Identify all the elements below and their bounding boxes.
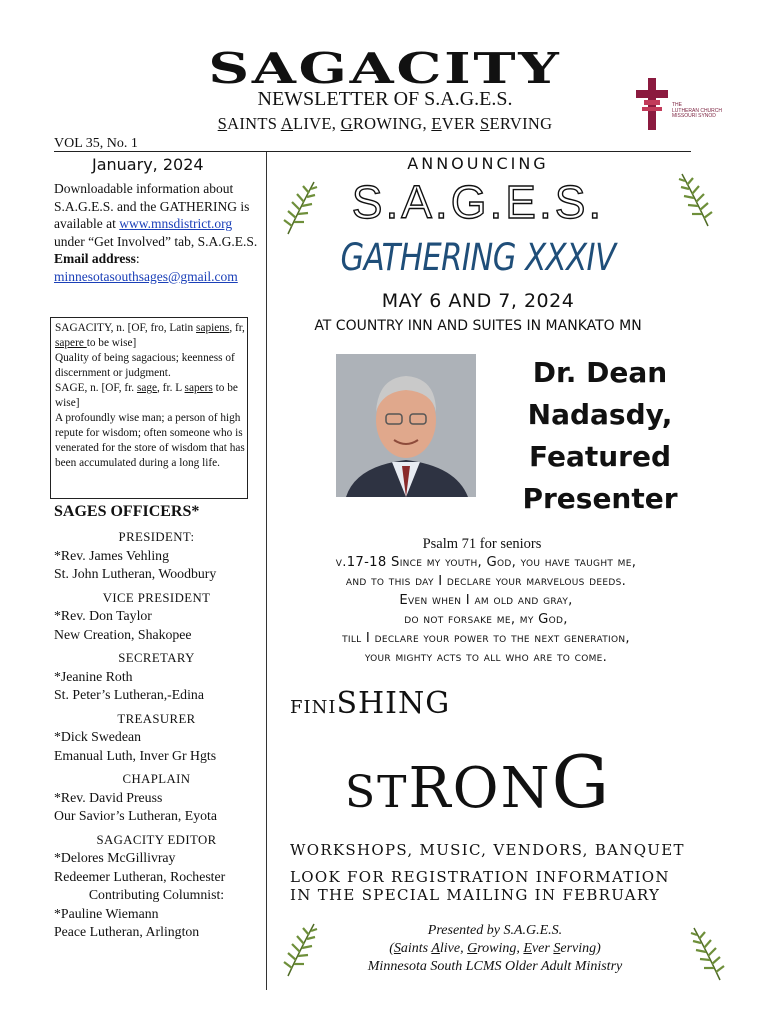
newsletter-title: SAGACITY <box>208 44 562 93</box>
officer-name: *Rev. Don Taylor <box>54 608 152 623</box>
featured-presenter <box>500 352 700 520</box>
officer-church: Peace Lutheran, Arlington <box>54 924 200 939</box>
palm-leaf-icon <box>688 924 728 984</box>
strong-word: STRONG <box>345 740 612 824</box>
definition-text: Quality of being sagacious; keenness of discernment or judgment. <box>55 352 235 379</box>
psalm-line: your mighty acts to all who are to come. <box>364 650 608 665</box>
registration-notice <box>290 868 720 904</box>
event-dates: MAY 6 AND 7, 2024 <box>381 290 575 312</box>
palm-leaf-icon <box>676 170 716 230</box>
registration-line: IN THE SPECIAL MAILING IN FEBRUARY <box>290 886 661 904</box>
volume-number: VOL 35, No. 1 <box>54 136 138 151</box>
officer-church: St. John Lutheran, Woodbury <box>54 566 217 581</box>
logo-line: THE <box>672 102 682 108</box>
officer-name: *Rev. David Preuss <box>54 789 163 805</box>
presenter-line: Presenter <box>522 482 678 515</box>
psalm-line: and to this day I declare your marvelous deeds. <box>345 574 627 589</box>
officer-name: *Delores McGillivray <box>54 850 176 865</box>
finishing-word: FINISHING <box>290 686 451 721</box>
presenter-line: Dr. Dean <box>532 356 668 389</box>
footer-motto: (Saints Alive, Growing, Ever Serving) <box>389 941 601 956</box>
cross-icon <box>632 76 672 132</box>
psalm-line: do not forsake me, my God, <box>404 612 568 627</box>
officer-role: SAGACITY EDITOR <box>96 832 217 847</box>
presenter-portrait-image <box>336 354 476 497</box>
officer-role: TREASURER <box>117 711 196 726</box>
officer-name: *Dick Swedean <box>54 729 141 744</box>
presenter-line: Featured <box>528 440 672 473</box>
footer-ministry: Minnesota South LCMS Older Adult Ministry <box>367 959 623 974</box>
officer-church: New Creation, Shakopee <box>54 626 192 642</box>
logo-line: LUTHERAN CHURCH <box>672 107 723 114</box>
officer-name: *Rev. James Vehling <box>54 547 169 563</box>
psalm-heading: Psalm 71 for seniors <box>422 536 542 552</box>
website-link[interactable]: www.mnsdistrict.org <box>119 216 233 231</box>
definition-text: A profoundly wise man; a person of high repute for wisdom; often someone who is venerated for the store of wisdom that has been accumulated during a long life. <box>55 412 245 469</box>
email-label: Email address <box>54 251 136 266</box>
registration-line: LOOK FOR REGISTRATION INFORMATION <box>290 868 670 886</box>
officer-church: Our Savior’s Lutheran, Eyota <box>54 808 217 823</box>
psalm-line: till I declare your power to the next generation, <box>342 631 630 646</box>
download-info: Downloadable information about S.A.G.E.S. and the GATHERING is available at www.mnsdistrict.org under “Get Involved” tab, S.A.G.E.S. Email address: minnesotasouthsages@gmail.com <box>54 181 258 284</box>
officer-role: CHAPLAIN <box>122 772 191 786</box>
psalm-text <box>272 553 700 667</box>
footer-presented-by: Presented by S.A.G.E.S. <box>427 923 563 938</box>
officer-role: Contributing Columnist: <box>88 887 225 902</box>
officer-role: VICE PRESIDENT <box>102 590 211 605</box>
officers-heading: SAGES OFFICERS* <box>54 503 200 520</box>
column-divider <box>266 152 267 990</box>
officers-list <box>54 528 259 942</box>
event-features: WORKSHOPS, MUSIC, VENDORS, BANQUET <box>290 841 685 859</box>
gathering-title: GATHERING XXXIV <box>340 236 616 280</box>
announcing-heading: ANNOUNCING <box>407 154 549 173</box>
officer-church: Emanual Luth, Inver Gr Hgts <box>54 747 217 763</box>
event-venue: AT COUNTRY INN AND SUITES IN MANKATO MN <box>314 318 642 334</box>
psalm-line: Even when I am old and gray, <box>399 593 573 608</box>
email-link[interactable]: minnesotasouthsages@gmail.com <box>54 268 238 284</box>
officer-name: *Pauline Wiemann <box>54 905 159 921</box>
definition-sage: SAGE, n. [OF, fr. sage, fr. L sapers to be wise] <box>55 382 238 409</box>
officer-church: St. Peter’s Lutheran,-Edina <box>54 687 204 702</box>
lcms-cross-logo <box>632 76 742 132</box>
officer-role: SECRETARY <box>118 651 195 665</box>
palm-leaf-icon <box>280 178 320 238</box>
top-divider <box>54 151 691 152</box>
officer-role: PRESIDENT: <box>118 530 195 544</box>
logo-line: MISSOURI SYNOD <box>672 113 716 119</box>
definition-sagacity: SAGACITY, n. [OF, fro, Latin sapiens, fr, sapere to be wise] <box>55 322 245 349</box>
psalm-line: v.17-18 Since my youth, God, you have taught me, <box>335 555 637 570</box>
newsletter-motto: SAINTS ALIVE, GROWING, EVER SERVING <box>217 114 553 133</box>
footer-credit <box>300 922 690 976</box>
issue-date: January, 2024 <box>92 155 204 174</box>
officer-church: Redeemer Lutheran, Rochester <box>54 868 226 884</box>
presenter-photo <box>336 354 476 497</box>
definition-box <box>50 317 248 499</box>
newsletter-subtitle: NEWSLETTER OF S.A.G.E.S. <box>257 88 513 110</box>
presenter-line: Nadasdy, <box>527 398 673 431</box>
officer-name: *Jeanine Roth <box>54 668 133 684</box>
sages-heading: S.A.G.E.S. <box>351 176 605 228</box>
